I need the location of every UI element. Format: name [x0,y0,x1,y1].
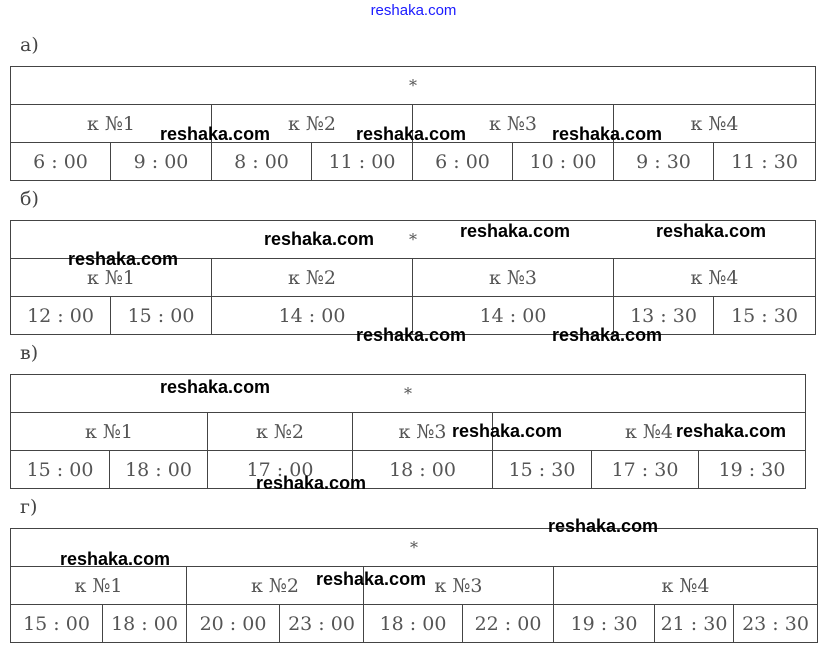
stop-3: к №3 [413,105,614,143]
watermark: reshaka.com [356,124,467,144]
time-cell: 15 : 00 [11,451,110,489]
stop-3: к №3 [413,259,614,297]
time-cell: 17 : 00 [208,451,353,489]
time-cell: 15 : 30 [493,451,592,489]
stop-4: к №4 [554,567,818,605]
table-g-label: г) [20,496,38,518]
time-cell: 23 : 00 [280,605,364,643]
time-cell: 19 : 30 [699,451,806,489]
stop-2: к №2 [208,413,353,451]
site-link[interactable]: reshaka.com [370,2,457,19]
table-a-label: а) [20,34,39,56]
stop-1: к №1 [11,259,212,297]
table-v-label: в) [20,342,39,364]
time-cell: 21 : 30 [655,605,734,643]
time-cell: 11 : 30 [714,143,816,181]
stop-4: к №4 [614,259,816,297]
time-cell: 6 : 00 [413,143,513,181]
time-cell: 18 : 00 [353,451,493,489]
time-cell: 6 : 00 [11,143,111,181]
watermark: reshaka.com [552,325,663,345]
watermark: reshaka.com [460,221,571,241]
time-cell: 8 : 00 [212,143,312,181]
time-cell: 18 : 00 [364,605,463,643]
star-header: * [11,529,818,567]
time-cell: 14 : 00 [413,297,614,335]
time-cell: 11 : 00 [312,143,413,181]
time-cell: 17 : 30 [592,451,699,489]
time-cell: 13 : 30 [614,297,714,335]
time-cell: 18 : 00 [103,605,187,643]
time-cell: 9 : 00 [111,143,212,181]
time-cell: 15 : 30 [714,297,816,335]
stop-2: к №2 [187,567,364,605]
time-cell: 20 : 00 [187,605,280,643]
time-cell: 9 : 30 [614,143,714,181]
watermark: reshaka.com [548,516,659,536]
stop-1: к №1 [11,567,187,605]
watermark: reshaka.com [160,377,271,397]
time-cell: 18 : 00 [110,451,208,489]
time-cell: 12 : 00 [11,297,111,335]
watermark: reshaka.com [60,549,171,569]
watermark: reshaka.com [552,124,663,144]
stop-4: к №4 [493,413,806,451]
table-b-label: б) [20,188,39,210]
time-cell: 15 : 00 [11,605,103,643]
watermark: reshaka.com [452,421,563,441]
stop-2: к №2 [212,105,413,143]
stop-1: к №1 [11,105,212,143]
stop-2: к №2 [212,259,413,297]
time-cell: 14 : 00 [212,297,413,335]
watermark: reshaka.com [356,325,467,345]
star-header: * [11,221,816,259]
watermark: reshaka.com [656,221,767,241]
stop-4: к №4 [614,105,816,143]
watermark: reshaka.com [316,569,427,589]
time-cell: 23 : 30 [734,605,818,643]
watermark: reshaka.com [264,229,375,249]
stop-1: к №1 [11,413,208,451]
time-cell: 15 : 00 [111,297,212,335]
watermark: reshaka.com [68,249,179,269]
watermark: reshaka.com [256,473,367,493]
star-header: * [11,67,816,105]
time-cell: 19 : 30 [554,605,655,643]
time-cell: 22 : 00 [463,605,554,643]
stop-3: к №3 [353,413,493,451]
watermark: reshaka.com [676,421,787,441]
star-header: * [11,375,806,413]
stop-3: к №3 [364,567,554,605]
time-cell: 10 : 00 [513,143,614,181]
watermark: reshaka.com [160,124,271,144]
